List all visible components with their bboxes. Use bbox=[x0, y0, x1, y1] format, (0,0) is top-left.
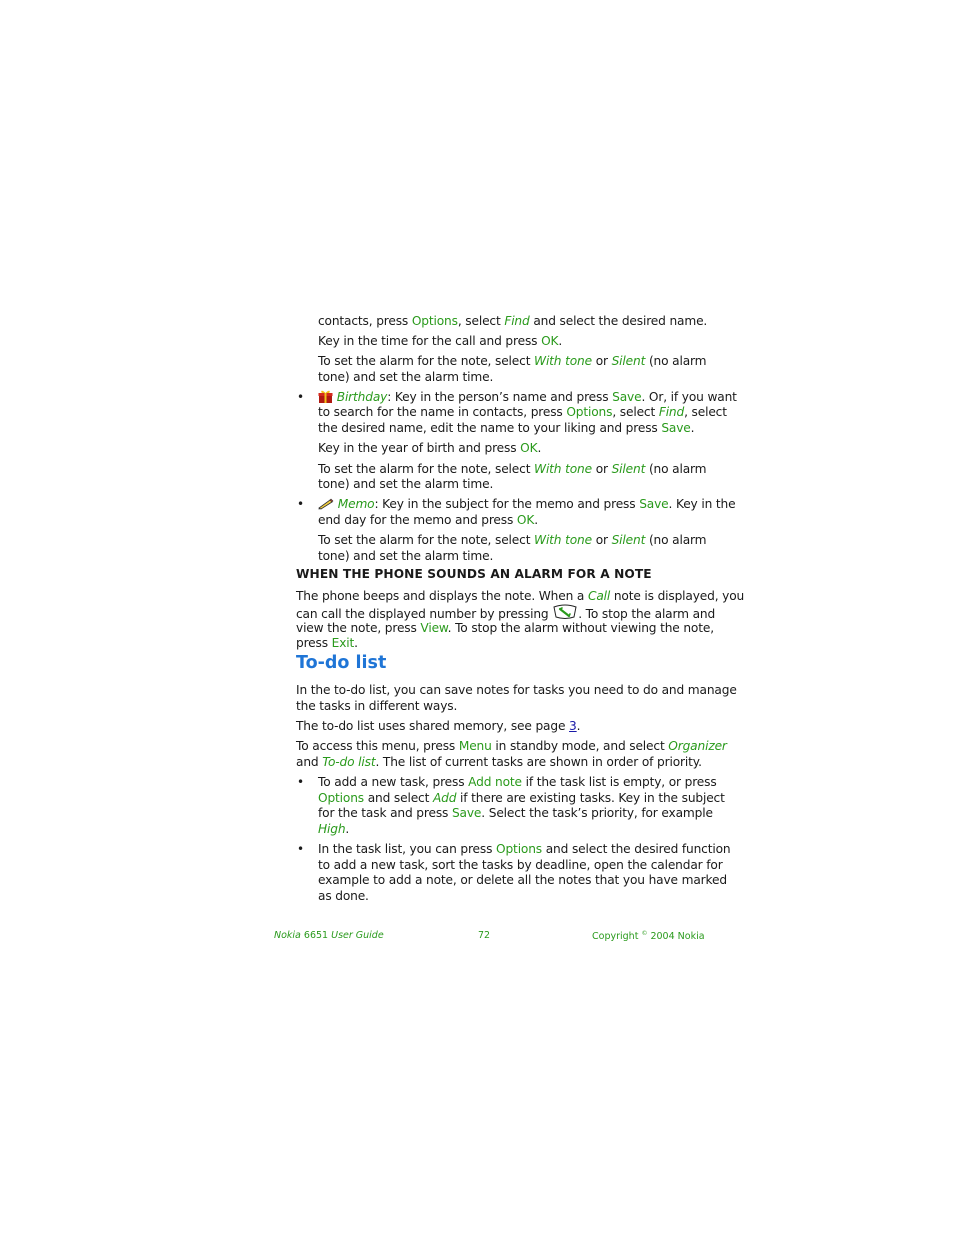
text: In the task list, you can press bbox=[318, 842, 497, 856]
menu-add: Add bbox=[432, 791, 457, 805]
text: to add a new task, sort the tasks by deadline, open the calendar for bbox=[318, 858, 723, 872]
text: the desired name, edit the name to your liking and press bbox=[318, 421, 662, 435]
menu-organizer: Organizer bbox=[668, 739, 727, 753]
text: contacts, press bbox=[318, 314, 412, 328]
text: and select the desired function bbox=[542, 842, 731, 856]
text-line bbox=[318, 790, 725, 806]
text: (no alarm bbox=[645, 462, 707, 476]
text: . bbox=[537, 441, 542, 455]
bullet: • bbox=[297, 497, 305, 511]
text-line bbox=[318, 333, 562, 349]
text: view the note, press bbox=[296, 621, 421, 635]
key-options: Options bbox=[496, 842, 543, 856]
text: , select bbox=[457, 314, 505, 328]
text-line bbox=[318, 548, 493, 564]
menu-silent: Silent bbox=[611, 533, 646, 547]
menu-memo: Memo bbox=[337, 497, 375, 511]
text: example to add a note, or delete all the notes that you have marked bbox=[318, 873, 727, 887]
text-line bbox=[318, 404, 727, 420]
text-line bbox=[318, 313, 707, 329]
text: if the task list is empty, or press bbox=[521, 775, 717, 789]
text-line bbox=[318, 461, 706, 477]
key-options: Options bbox=[411, 314, 458, 328]
text-line bbox=[296, 620, 714, 636]
text: and select the desired name. bbox=[529, 314, 708, 328]
menu-birthday: Birthday bbox=[336, 390, 388, 404]
text-line bbox=[296, 754, 702, 770]
text-line bbox=[318, 872, 727, 888]
menu-silent: Silent bbox=[611, 354, 646, 368]
text: Key in the time for the call and press bbox=[318, 334, 542, 348]
text: To access this menu, press bbox=[296, 739, 459, 753]
text: tone) and set the alarm time. bbox=[318, 370, 494, 384]
menu-high: High bbox=[318, 822, 346, 836]
text: and bbox=[296, 755, 323, 769]
text: to search for the name in contacts, press bbox=[318, 405, 567, 419]
text: Key in the year of birth and press bbox=[318, 441, 521, 455]
copyright-text: Copyright bbox=[592, 931, 642, 943]
text-line bbox=[318, 857, 723, 873]
page-link[interactable]: 3 bbox=[569, 719, 577, 733]
menu-with-tone: With tone bbox=[534, 533, 592, 547]
text: To set the alarm for the note, select bbox=[318, 533, 535, 547]
text: . bbox=[576, 719, 581, 733]
bullet: • bbox=[297, 775, 305, 789]
menu-silent: Silent bbox=[611, 462, 646, 476]
text: can call the displayed number by pressing bbox=[296, 607, 553, 621]
text: To add a new task, press bbox=[318, 775, 469, 789]
footer-guide: User Guide bbox=[331, 930, 384, 941]
text: . bbox=[345, 822, 350, 836]
text: . bbox=[354, 636, 358, 650]
text: tone) and set the alarm time. bbox=[318, 549, 494, 563]
text-line bbox=[296, 682, 737, 698]
key-add-note: Add note bbox=[468, 775, 522, 789]
text: . To stop the alarm and bbox=[578, 607, 716, 621]
key-options: Options bbox=[318, 791, 364, 805]
footer-copyright bbox=[592, 930, 705, 942]
footer-brand: Nokia bbox=[274, 930, 301, 941]
text: end day for the memo and press bbox=[318, 513, 517, 527]
text-line bbox=[318, 774, 717, 790]
text: . Select the task’s priority, for example bbox=[481, 806, 713, 820]
key-save: Save bbox=[612, 390, 642, 404]
text: The phone beeps and displays the note. When a bbox=[296, 589, 588, 603]
key-ok: OK bbox=[516, 513, 535, 527]
text: the tasks in different ways. bbox=[296, 699, 458, 713]
text-line bbox=[318, 369, 493, 385]
text-line bbox=[318, 440, 541, 456]
key-ok: OK bbox=[541, 334, 559, 348]
text: press bbox=[296, 636, 332, 650]
text-line bbox=[318, 805, 713, 821]
text: note is displayed, you bbox=[610, 589, 745, 603]
text: tone) and set the alarm time. bbox=[318, 477, 494, 491]
text-line bbox=[296, 698, 457, 714]
bullet: • bbox=[297, 390, 305, 404]
key-menu: Menu bbox=[458, 739, 492, 753]
key-exit: Exit bbox=[331, 636, 355, 650]
text: : Key in the subject for the memo and press bbox=[374, 497, 640, 511]
text: (no alarm bbox=[645, 354, 707, 368]
page-number: 72 bbox=[478, 930, 491, 941]
text: The to-do list uses shared memory, see page bbox=[296, 719, 570, 733]
text-line bbox=[318, 821, 349, 837]
key-save: Save bbox=[661, 421, 691, 435]
text-line bbox=[318, 532, 706, 548]
text-line bbox=[296, 588, 744, 604]
key-save: Save bbox=[451, 806, 482, 820]
subheading: WHEN THE PHONE SOUNDS AN ALARM FOR A NOTE bbox=[296, 567, 652, 581]
text: . bbox=[558, 334, 563, 348]
menu-find: Find bbox=[658, 405, 685, 419]
menu-with-tone: With tone bbox=[534, 354, 592, 368]
text-line bbox=[318, 420, 694, 436]
key-view: View bbox=[420, 621, 448, 635]
text: , select bbox=[684, 405, 727, 419]
menu-to-do-list: To-do list bbox=[322, 755, 376, 769]
text: for the task and press bbox=[318, 806, 452, 820]
text: (no alarm bbox=[645, 533, 707, 547]
text: . bbox=[534, 513, 538, 527]
text: . Key in the bbox=[668, 497, 736, 511]
key-ok: OK bbox=[520, 441, 538, 455]
menu-with-tone: With tone bbox=[534, 462, 592, 476]
text-line bbox=[296, 635, 358, 651]
text-line bbox=[318, 512, 538, 528]
bullet: • bbox=[297, 842, 305, 856]
text: . To stop the alarm without viewing the note, bbox=[447, 621, 714, 635]
text: . Or, if you want bbox=[641, 390, 737, 404]
text-line bbox=[318, 476, 493, 492]
key-save: Save bbox=[639, 497, 669, 511]
text-line bbox=[296, 718, 580, 734]
copyright-symbol: © bbox=[641, 930, 648, 937]
text: or bbox=[591, 462, 612, 476]
text: and select bbox=[363, 791, 433, 805]
footer-title bbox=[274, 930, 384, 941]
text-line bbox=[318, 353, 706, 369]
text: . bbox=[690, 421, 695, 435]
text: , select bbox=[612, 405, 659, 419]
menu-find: Find bbox=[504, 314, 530, 328]
text: as done. bbox=[318, 889, 369, 903]
text-line bbox=[318, 841, 730, 857]
key-options: Options bbox=[566, 405, 613, 419]
text: In the to-do list, you can save notes for tasks you need to do and manage bbox=[296, 683, 737, 697]
copyright-text: 2004 Nokia bbox=[647, 931, 705, 943]
text-line bbox=[318, 888, 369, 904]
section-title: To-do list bbox=[296, 653, 387, 673]
text: . The list of current tasks are shown in order of priority. bbox=[375, 755, 702, 769]
footer-model: 6651 bbox=[300, 930, 332, 941]
text-line bbox=[296, 738, 727, 754]
text: To set the alarm for the note, select bbox=[318, 462, 535, 476]
text: if there are existing tasks. Key in the subject bbox=[456, 791, 725, 805]
text: in standby mode, and select bbox=[491, 739, 669, 753]
text: or bbox=[591, 354, 612, 368]
text: : Key in the person’s name and press bbox=[387, 390, 613, 404]
text: or bbox=[591, 533, 612, 547]
text: To set the alarm for the note, select bbox=[318, 354, 535, 368]
menu-call: Call bbox=[587, 589, 611, 603]
